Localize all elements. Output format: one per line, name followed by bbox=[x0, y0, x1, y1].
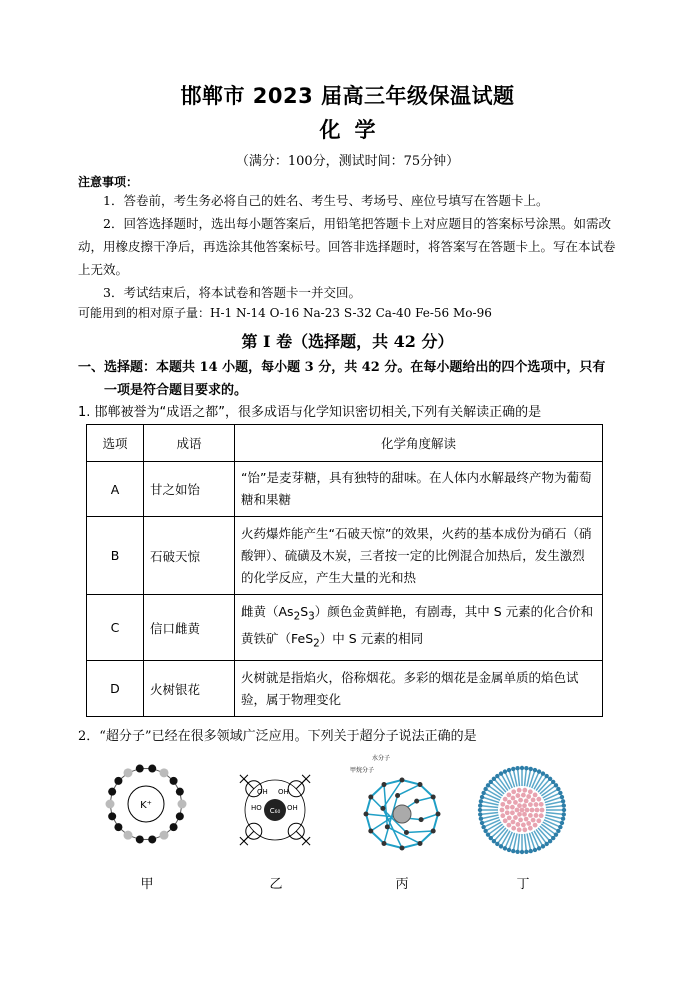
surfactant-head bbox=[481, 791, 485, 795]
surfactant-head bbox=[479, 799, 483, 803]
core-particle bbox=[507, 800, 512, 805]
surfactant-head bbox=[478, 812, 482, 816]
figure-label-ding: 丁 bbox=[516, 877, 530, 892]
cage-atom bbox=[431, 829, 436, 834]
central-molecule bbox=[393, 805, 411, 823]
surfactant-head bbox=[554, 832, 558, 836]
cage-bond bbox=[398, 785, 420, 796]
figure-ding-micelle bbox=[472, 752, 572, 862]
oxygen-atom bbox=[124, 831, 133, 840]
figure-yi-calixarene bbox=[225, 752, 325, 862]
surfactant-head bbox=[551, 780, 555, 784]
surfactant-head bbox=[486, 783, 490, 787]
idiom-cell: 火树银花 bbox=[144, 661, 235, 717]
carbon-atom bbox=[108, 812, 116, 820]
explanation-cell: 雌黄$(As_2S_3)$颜色金黄鲜艳，有剧毒，其中 S 元素的化合价和黄铁矿（FeS$_2$）中 S 元素的相同 bbox=[235, 595, 603, 661]
hydroxyl-label: OH bbox=[287, 804, 298, 812]
core-particle bbox=[518, 817, 523, 822]
surfactant-tail bbox=[525, 834, 527, 852]
question-2-stem: 2．“超分子”已经在很多领域广泛应用。下列关于超分子说法正确的是 bbox=[78, 729, 477, 744]
header-option: 选项 bbox=[87, 425, 144, 462]
surfactant-head bbox=[478, 808, 482, 812]
core-particle bbox=[528, 826, 533, 831]
section-line-1: 一、选择题：本题共 14 小题，每小题 3 分，共 42 分。在每小题给出的四个选项中，只有 bbox=[78, 360, 606, 375]
surfactant-head bbox=[551, 836, 555, 840]
exam-info: （满分：100分，测试时间：75分钟） bbox=[235, 154, 460, 169]
notes-title: 注意事项： bbox=[78, 175, 139, 189]
surfactant-head bbox=[537, 846, 541, 850]
core-particle bbox=[525, 808, 530, 813]
core-particle bbox=[531, 797, 536, 802]
cage-atom bbox=[368, 829, 373, 834]
core-particle bbox=[534, 802, 539, 807]
surfactant-head bbox=[544, 842, 548, 846]
idiom-cell: 信口雌黄 bbox=[144, 595, 235, 661]
core-particle bbox=[524, 799, 529, 804]
figure-label-bing: 丙 bbox=[395, 877, 409, 892]
question-1-table bbox=[86, 424, 603, 717]
carbon-atom bbox=[148, 765, 156, 773]
explanation-cell: “饴”是麦芽糖，具有独特的甜味。在人体内水解最终产物为葡萄糖和果糖 bbox=[235, 462, 603, 517]
explanation-cell: 火药爆炸能产生“石破天惊”的效果，火药的基本成份为硝石（硝酸钾）、硫磺及木炭，三者按一定的比例混合加热后，发生激烈的化学反应，产生大量的光和热 bbox=[235, 517, 603, 595]
core-particle bbox=[534, 813, 539, 818]
carbon-atom bbox=[114, 823, 122, 831]
surfactant-head bbox=[480, 795, 484, 799]
micelle bbox=[478, 766, 566, 854]
surfactant-head bbox=[495, 774, 499, 778]
surfactant-tail bbox=[518, 834, 520, 852]
carbon-atom bbox=[136, 835, 144, 843]
surfactant-head bbox=[556, 829, 560, 833]
core-particle bbox=[521, 793, 526, 798]
cage-atom bbox=[368, 795, 373, 800]
surfactant-head bbox=[507, 848, 511, 852]
surfactant-head bbox=[529, 767, 533, 771]
cage-bond bbox=[366, 797, 371, 814]
core-particle bbox=[526, 821, 531, 826]
part-title: 第 I 卷（选择题，共 42 分） bbox=[241, 332, 454, 351]
table-row bbox=[87, 462, 603, 517]
surfactant-head bbox=[483, 829, 487, 833]
cage-atom bbox=[380, 806, 385, 811]
surfactant-head bbox=[554, 783, 558, 787]
surfactant-head bbox=[524, 850, 528, 854]
section-header bbox=[78, 356, 623, 402]
header-idiom: 成语 bbox=[144, 425, 235, 462]
surfactant-tail bbox=[480, 813, 498, 815]
cage-bond bbox=[402, 843, 420, 848]
surfactant-head bbox=[548, 777, 552, 781]
surfactant-head bbox=[544, 774, 548, 778]
surfactant-head bbox=[481, 825, 485, 829]
figure-jia-crown-ether bbox=[96, 752, 196, 862]
core-particle bbox=[517, 827, 522, 832]
methane-tag: 甲烷分子 bbox=[350, 767, 375, 774]
cage-atom bbox=[400, 846, 405, 851]
hydroxyl-label: OH bbox=[278, 788, 289, 796]
surfactant-head bbox=[537, 769, 541, 773]
figure-bing-cage bbox=[350, 752, 450, 862]
note-item: 2．回答选择题时，选出每小题答案后，用铅笔把答题卡上对应题目的答案标号涂黑。如需改动，用橡皮擦干净后，再选涂其他答案标号。回答非选择题时，将答案写在答题卡上。写在本试卷上无效。 bbox=[78, 216, 616, 277]
surfactant-head bbox=[499, 844, 503, 848]
carbon-atom bbox=[176, 788, 184, 796]
carbon-atom bbox=[170, 777, 178, 785]
surfactant-head bbox=[541, 844, 545, 848]
core-particle bbox=[515, 793, 520, 798]
core-particle bbox=[500, 802, 505, 807]
core-particle bbox=[511, 820, 516, 825]
surfactant-head bbox=[548, 839, 552, 843]
surfactant-head bbox=[492, 839, 496, 843]
core-particle bbox=[521, 823, 526, 828]
carbon-atom bbox=[170, 823, 178, 831]
core-particle bbox=[518, 798, 523, 803]
option-label: C bbox=[87, 595, 144, 661]
surfactant-head bbox=[520, 766, 524, 770]
oxygen-atom bbox=[124, 768, 133, 777]
core-particle bbox=[510, 805, 515, 810]
cage-atom bbox=[395, 793, 400, 798]
surfactant-head bbox=[556, 787, 560, 791]
surfactant-head bbox=[558, 825, 562, 829]
core-particle bbox=[510, 810, 515, 815]
table-row bbox=[87, 517, 603, 595]
surfactant-head bbox=[489, 780, 493, 784]
cage-bond bbox=[417, 797, 434, 801]
core-particle bbox=[513, 800, 518, 805]
cage-bond bbox=[433, 797, 438, 814]
option-label: B bbox=[87, 517, 144, 595]
cage-atom bbox=[418, 782, 423, 787]
cage-atom bbox=[382, 841, 387, 846]
carbon-atom bbox=[148, 835, 156, 843]
core-particle bbox=[535, 808, 540, 813]
surfactant-head bbox=[478, 803, 482, 807]
cage-bond bbox=[402, 780, 420, 785]
surfactant-head bbox=[533, 768, 537, 772]
idiom-cell: 甘之如饴 bbox=[144, 462, 235, 517]
cage-bond bbox=[420, 831, 433, 843]
section-line-2: 一项是符合题目要求的。 bbox=[104, 383, 248, 398]
core-particle bbox=[500, 813, 505, 818]
core-particle bbox=[505, 810, 510, 815]
atomic-masses: 可能用到的相对原子量：H-1 N-14 O-16 Na-23 S-32 Ca-40 Fe-56 Mo-96 bbox=[78, 306, 492, 320]
figure-label-yi: 乙 bbox=[269, 877, 283, 892]
core-particle bbox=[520, 808, 525, 813]
oxygen-atom bbox=[160, 831, 169, 840]
option-label: A bbox=[87, 462, 144, 517]
oxygen-atom bbox=[160, 768, 169, 777]
core-particle bbox=[531, 818, 536, 823]
surfactant-head bbox=[503, 846, 507, 850]
core-particle bbox=[528, 813, 533, 818]
core-particle bbox=[511, 796, 516, 801]
core-particle bbox=[517, 803, 522, 808]
surfactant-head bbox=[511, 767, 515, 771]
core-particle bbox=[522, 788, 527, 793]
cage-bond bbox=[420, 785, 433, 797]
surfactant-head bbox=[483, 787, 487, 791]
core-particle bbox=[517, 812, 522, 817]
surfactant-head bbox=[558, 791, 562, 795]
surfactant-head bbox=[503, 769, 507, 773]
surfactant-head bbox=[541, 771, 545, 775]
note-item: 3．考试结束后，将本试卷和答题卡一并交回。 bbox=[103, 285, 361, 300]
surfactant-head bbox=[561, 799, 565, 803]
water-tag: 水分子 bbox=[372, 755, 391, 762]
core-particle bbox=[505, 805, 510, 810]
core-particle bbox=[522, 827, 527, 832]
carbon-atom bbox=[176, 812, 184, 820]
core-particle bbox=[540, 808, 545, 813]
cage-atom bbox=[418, 841, 423, 846]
core-particle bbox=[511, 789, 516, 794]
surfactant-head bbox=[499, 771, 503, 775]
core-particle bbox=[515, 822, 520, 827]
surfactant-head bbox=[562, 812, 566, 816]
cage-atom bbox=[404, 830, 409, 835]
surfactant-head bbox=[560, 795, 564, 799]
cage-bond bbox=[371, 785, 384, 797]
surfactant-head bbox=[507, 768, 511, 772]
core-particle bbox=[539, 802, 544, 807]
cage-atom bbox=[382, 782, 387, 787]
hydroxyl-label: HO bbox=[251, 804, 262, 812]
surfactant-head bbox=[511, 849, 515, 853]
surfactant-tail bbox=[480, 806, 498, 808]
core-particle bbox=[507, 823, 512, 828]
core-particle bbox=[536, 797, 541, 802]
surfactant-head bbox=[529, 849, 533, 853]
core-particle bbox=[524, 817, 529, 822]
question-1-stem: 1. 邯郸被誉为“成语之都”，很多成语与化学知识密切相关,下列有关解读正确的是 bbox=[78, 405, 542, 420]
header-explanation: 化学角度解读 bbox=[235, 425, 603, 462]
surfactant-head bbox=[479, 817, 483, 821]
core-particle bbox=[533, 823, 538, 828]
subject-title: 化学 bbox=[319, 118, 390, 142]
surfactant-tail bbox=[546, 813, 564, 815]
core-particle bbox=[528, 802, 533, 807]
cage-bond bbox=[366, 814, 371, 831]
core-particle bbox=[515, 808, 520, 813]
cage-atom bbox=[431, 795, 436, 800]
core-particle bbox=[526, 794, 531, 799]
exam-title: 邯郸市 2023 届高三年级保温试题 bbox=[180, 84, 515, 108]
surfactant-tail bbox=[525, 768, 527, 786]
cage-atom bbox=[419, 817, 424, 822]
k-ion-label: K⁺ bbox=[140, 800, 152, 811]
idiom-cell: 石破天惊 bbox=[144, 517, 235, 595]
cage-atom bbox=[436, 812, 441, 817]
core-particle bbox=[517, 788, 522, 793]
core-particle bbox=[536, 818, 541, 823]
explanation-cell: 火树就是指焰火，俗称烟花。多彩的烟花是金属单质的焰色试验，属于物理变化 bbox=[235, 661, 603, 717]
figure-label-jia: 甲 bbox=[140, 877, 154, 892]
c60-label: C₆₀ bbox=[269, 807, 281, 815]
surfactant-head bbox=[560, 821, 564, 825]
core-particle bbox=[507, 792, 512, 797]
surfactant-head bbox=[495, 842, 499, 846]
core-particle bbox=[511, 826, 516, 831]
table-header-row bbox=[87, 425, 603, 462]
surfactant-head bbox=[524, 766, 528, 770]
surfactant-head bbox=[520, 850, 524, 854]
core-particle bbox=[539, 813, 544, 818]
table-row bbox=[87, 661, 603, 717]
surfactant-head bbox=[515, 850, 519, 854]
surfactant-head bbox=[562, 803, 566, 807]
option-label: D bbox=[87, 661, 144, 717]
core-particle bbox=[503, 818, 508, 823]
core-particle bbox=[500, 808, 505, 813]
cage-bond bbox=[433, 814, 438, 831]
cage-atom bbox=[414, 799, 419, 804]
surfactant-head bbox=[489, 836, 493, 840]
core-particle bbox=[522, 803, 527, 808]
cage-bond bbox=[371, 831, 384, 843]
surfactant-head bbox=[480, 821, 484, 825]
surfactant-head bbox=[492, 777, 496, 781]
core-particle bbox=[507, 815, 512, 820]
core-particle bbox=[528, 789, 533, 794]
cage-atom bbox=[400, 778, 405, 783]
carbon-atom bbox=[108, 788, 116, 796]
hydroxyl-label: OH bbox=[257, 788, 268, 796]
carbon-atom bbox=[136, 765, 144, 773]
core-particle bbox=[533, 792, 538, 797]
note-item: 1．答卷前，考生务必将自己的姓名、考生号、考场号、座位号填写在答题卡上。 bbox=[103, 193, 549, 208]
cage-atom bbox=[364, 812, 369, 817]
surfactant-tail bbox=[546, 806, 564, 808]
cage-bond bbox=[406, 831, 433, 833]
surfactant-tail bbox=[518, 768, 520, 786]
core-particle bbox=[513, 815, 518, 820]
cage-atom bbox=[385, 824, 390, 829]
surfactant-head bbox=[515, 766, 519, 770]
oxygen-atom bbox=[178, 800, 187, 809]
surfactant-head bbox=[533, 848, 537, 852]
oxygen-atom bbox=[106, 800, 115, 809]
core-particle bbox=[530, 808, 535, 813]
core-particle bbox=[522, 812, 527, 817]
surfactant-head bbox=[561, 817, 565, 821]
cage-bond bbox=[421, 814, 438, 820]
carbon-atom bbox=[114, 777, 122, 785]
surfactant-head bbox=[562, 808, 566, 812]
core-particle bbox=[503, 797, 508, 802]
surfactant-head bbox=[486, 832, 490, 836]
table-row bbox=[87, 595, 603, 661]
